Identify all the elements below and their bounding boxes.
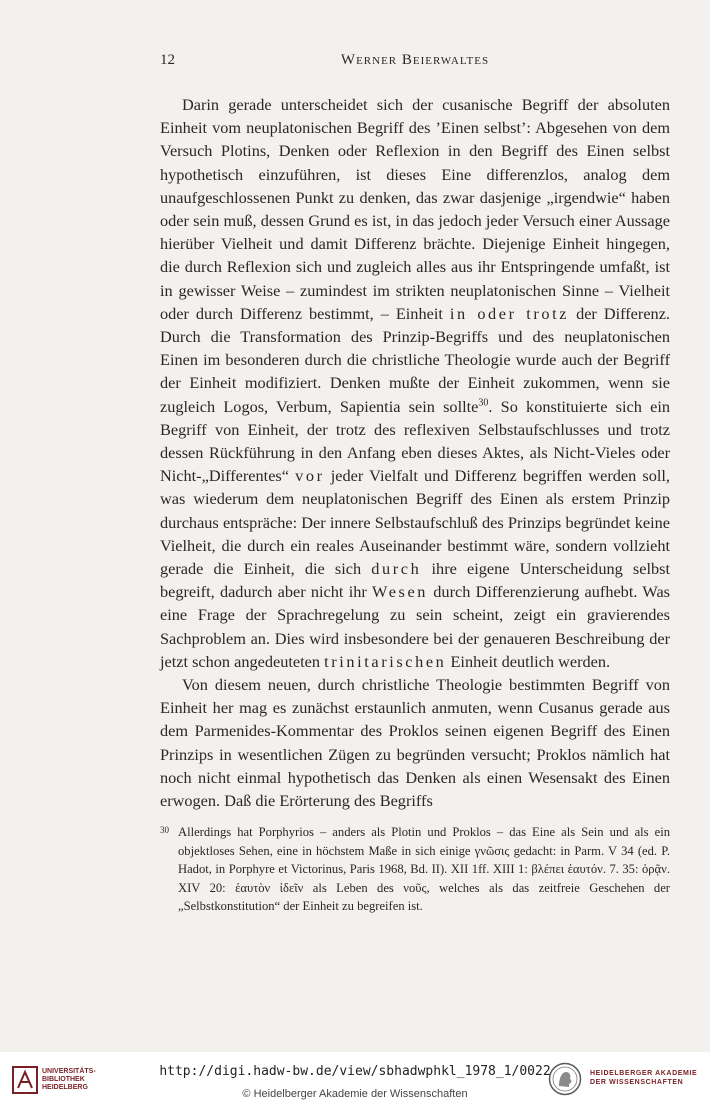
- spaced-emphasis: durch: [371, 559, 422, 579]
- text-run: ihre eigene Unterscheidung selbst begreift, dadurch aber nicht ihr: [160, 559, 670, 602]
- library-name-line: BIBLIOTHEK: [42, 1076, 85, 1083]
- spaced-emphasis: vor: [295, 466, 325, 486]
- spaced-emphasis: Wesen: [372, 582, 429, 602]
- permalink-url[interactable]: http://digi.hadw-bw.de/view/sbhadwphkl_1978_1/0022: [159, 1064, 551, 1079]
- academy-name-line: DER WISSENSCHAFTEN: [590, 1079, 684, 1086]
- running-head: Werner Beierwaltes: [340, 52, 490, 68]
- academy-name-line: HEIDELBERGER AKADEMIE: [590, 1070, 698, 1077]
- footnote: [160, 823, 670, 916]
- footnote-number: 30: [160, 825, 169, 835]
- spaced-emphasis: in oder trotz: [449, 303, 570, 323]
- text-run: Darin gerade unterscheidet sich der cusanische Begriff der absoluten Einheit vom neuplatonischen Begriff des ’Einen selbst’: Abgesehen von dem Versuch Plotins, Denken oder Reflexion in den Begriff des Einen selbst hypothetisch einzuführen, ist dieses Eine differenzlos, analog dem unaufgeschlossenen Punkt zu denken, das zwar dasjenige „irgendwie“ haben oder sein muß, dessen Grund es ist, in das jedoch jeder Versuch einer Aussage hierüber Vielheit und damit Differenz brächte. Diejenige Einheit hingegen, die durch Reflexion sich und zugleich alles aus ihr Entspringende umfaßt, ist in gewisser Weise – zumindest im strikten neuplatonischen Sinne – Vielheit oder durch Differenz bestimmt, – Einheit: [160, 95, 670, 323]
- footnote-ref[interactable]: 30: [478, 397, 489, 409]
- text-run: jeder Vielfalt und Differenz begriffen werden soll, was wiederum dem neuplatonischen Begriff des Einen als erstem Prinzip durchaus entspräche: Der innere Selbstaufschluß des Prinzips begründet keine Vielheit, die durch ein reales Auseinander bestimmt wäre, sondern vollzieht gerade die Einheit, die sich: [160, 466, 670, 579]
- spaced-emphasis: trinitarischen: [324, 651, 447, 671]
- page-header: [160, 52, 670, 74]
- academy-seal-icon[interactable]: [548, 1062, 582, 1096]
- paragraph-2: Von diesem neuen, durch christliche Theologie bestimmten Begriff von Einheit her mag es zunächst erstaunlich anmuten, wenn Cusanus gerade aus dem Parmenides-Kommentar des Proklos seinen eigenen Begriff des Einen Prinzips in wesentlichen Zügen zu begründen versucht; Proklos nämlich hat noch nicht einmal hypothetisch das Denken als einen Wesensakt des Einen erwogen. Daß die Erörterung des Begriffs: [160, 675, 670, 811]
- footnote-text: Allerdings hat Porphyrios – anders als Plotin und Proklos – das Eine als Sein und als ein objektloses Sehen, eine in höchstem Maße in sich einige γνῶσις gedacht: in Parm. V 34 (ed. P. Hadot, in Porphyre et Victorinus, Paris 1968, Bd. II). XII 1ff. XIII 1: βλέπει ἑαυτόν. 7. 35: ὁρᾷν. XIV 20: ἑαυτὸν ἰδεῖν als Leben des νοῦς, welches als das zeitfreie Geschehen der „Selbstkonstitution“ der Einheit zu begreifen ist.: [178, 825, 670, 914]
- paragraph-1: [160, 93, 670, 673]
- copyright-notice: © Heidelberger Akademie der Wissenschaften: [242, 1088, 468, 1100]
- page-number: 12: [160, 52, 175, 68]
- library-name-line: HEIDELBERG: [42, 1084, 88, 1091]
- academy-name: [590, 1069, 697, 1087]
- text-run: der Differenz. Durch die Transformation des Prinzip-Begriffs und des neuplatonischen Einen im besonderen durch die christliche Theologie wurde auch der Begriff der Einheit modifiziert. Denken mußte der Einheit zukommen, wenn sie zugleich Logos, Verbum, Sapientia sein sollte: [160, 303, 670, 416]
- library-name-line: UNIVERSITÄTS-: [42, 1068, 96, 1075]
- text-run: . So konstituierte sich ein Begriff von Einheit, der trotz des reflexiven Selbstaufschlusses und trotz dessen Rückführung in den Anfang eben dieses Aktes, als Nicht-Vieles oder Nicht-„Differentes“: [160, 396, 670, 486]
- text-run: durch Differenzierung aufhebt. Was eine Frage der Sprachregelung zu sein scheint, zeigt ein gravierendes Sachproblem an. Dies wird insbesondere bei der genaueren Beschreibung der jetzt schon angedeuteten: [160, 582, 670, 671]
- main-text: [160, 93, 670, 812]
- digitization-footer: [0, 1052, 710, 1108]
- text-run: Einheit deutlich werden.: [446, 651, 611, 671]
